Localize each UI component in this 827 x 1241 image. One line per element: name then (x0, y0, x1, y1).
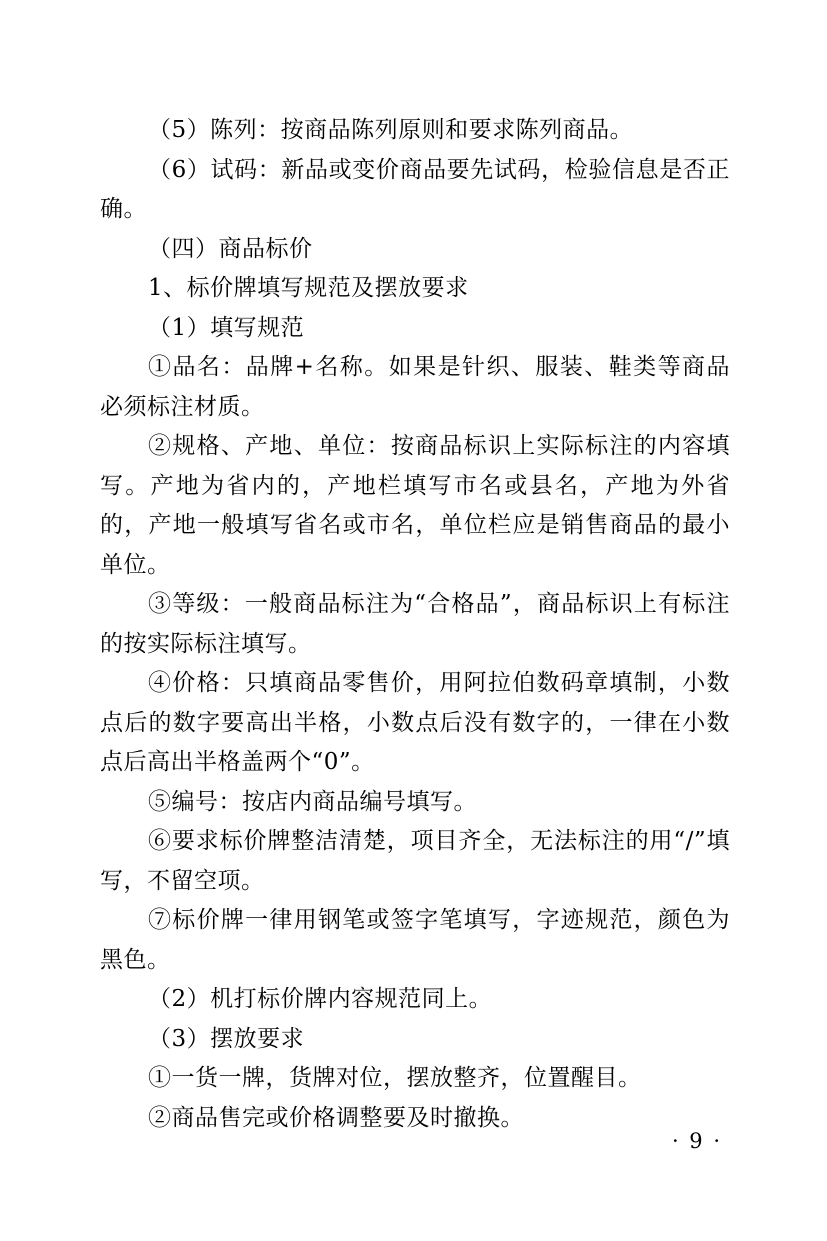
paragraph-one-item-one-tag: ①一货一牌，货牌对位，摆放整齐，位置醒目。 (148, 1065, 642, 1091)
paragraph-spec-origin-unit: ②规格、产地、单位：按商品标识上实际标注的内容填写。产地为省内的，产地栏填写市名或县名，产地为外省的，产地一般填写省名或市名，单位栏应是销售商品的最小单位。 (100, 433, 730, 578)
paragraph-price: ④价格：只填商品零售价，用阿拉伯数码章填制，小数点后的数字要高出半格，小数点后没有数字的，一律在小数点后高出半格盖两个“0”。 (100, 670, 730, 775)
subheading-placement-rules: （3）摆放要求 (148, 1025, 305, 1052)
body-text (100, 111, 730, 1138)
paragraph-display-step-5: （5）陈列：按商品陈列原则和要求陈列商品。 (148, 117, 634, 143)
paragraph-serial-number: ⑤编号：按店内商品编号填写。 (148, 788, 477, 815)
paragraph-grade: ③等级：一般商品标注为“合格品”，商品标识上有标注的按实际标注填写。 (100, 591, 730, 657)
paragraph-pen-requirement: ⑦标价牌一律用钢笔或签字笔填写，字迹规范，颜色为黑色。 (100, 907, 730, 973)
paragraph-trial-scan-step-6: （6）试码：新品或变价商品要先试码，检验信息是否正确。 (100, 156, 730, 222)
subheading-filling-rules: （1）填写规范 (148, 314, 305, 341)
paragraph-tag-tidiness: ⑥要求标价牌整洁清楚，项目齐全，无法标注的用“/”填写，不留空项。 (100, 828, 730, 894)
section-heading-product-pricing: （四）商品标价 (148, 235, 313, 262)
page-number: · 9 · (671, 1129, 722, 1153)
subheading-price-tag-rules: 1、标价牌填写规范及摆放要求 (148, 275, 469, 301)
paragraph-replace-tags: ②商品售完或价格调整要及时撤换。 (148, 1104, 524, 1131)
paragraph-product-name: ①品名：品牌+名称。如果是针织、服装、鞋类等商品必须标注材质。 (100, 354, 730, 420)
paragraph-printed-tags: （2）机打标价牌内容规范同上。 (148, 986, 493, 1012)
